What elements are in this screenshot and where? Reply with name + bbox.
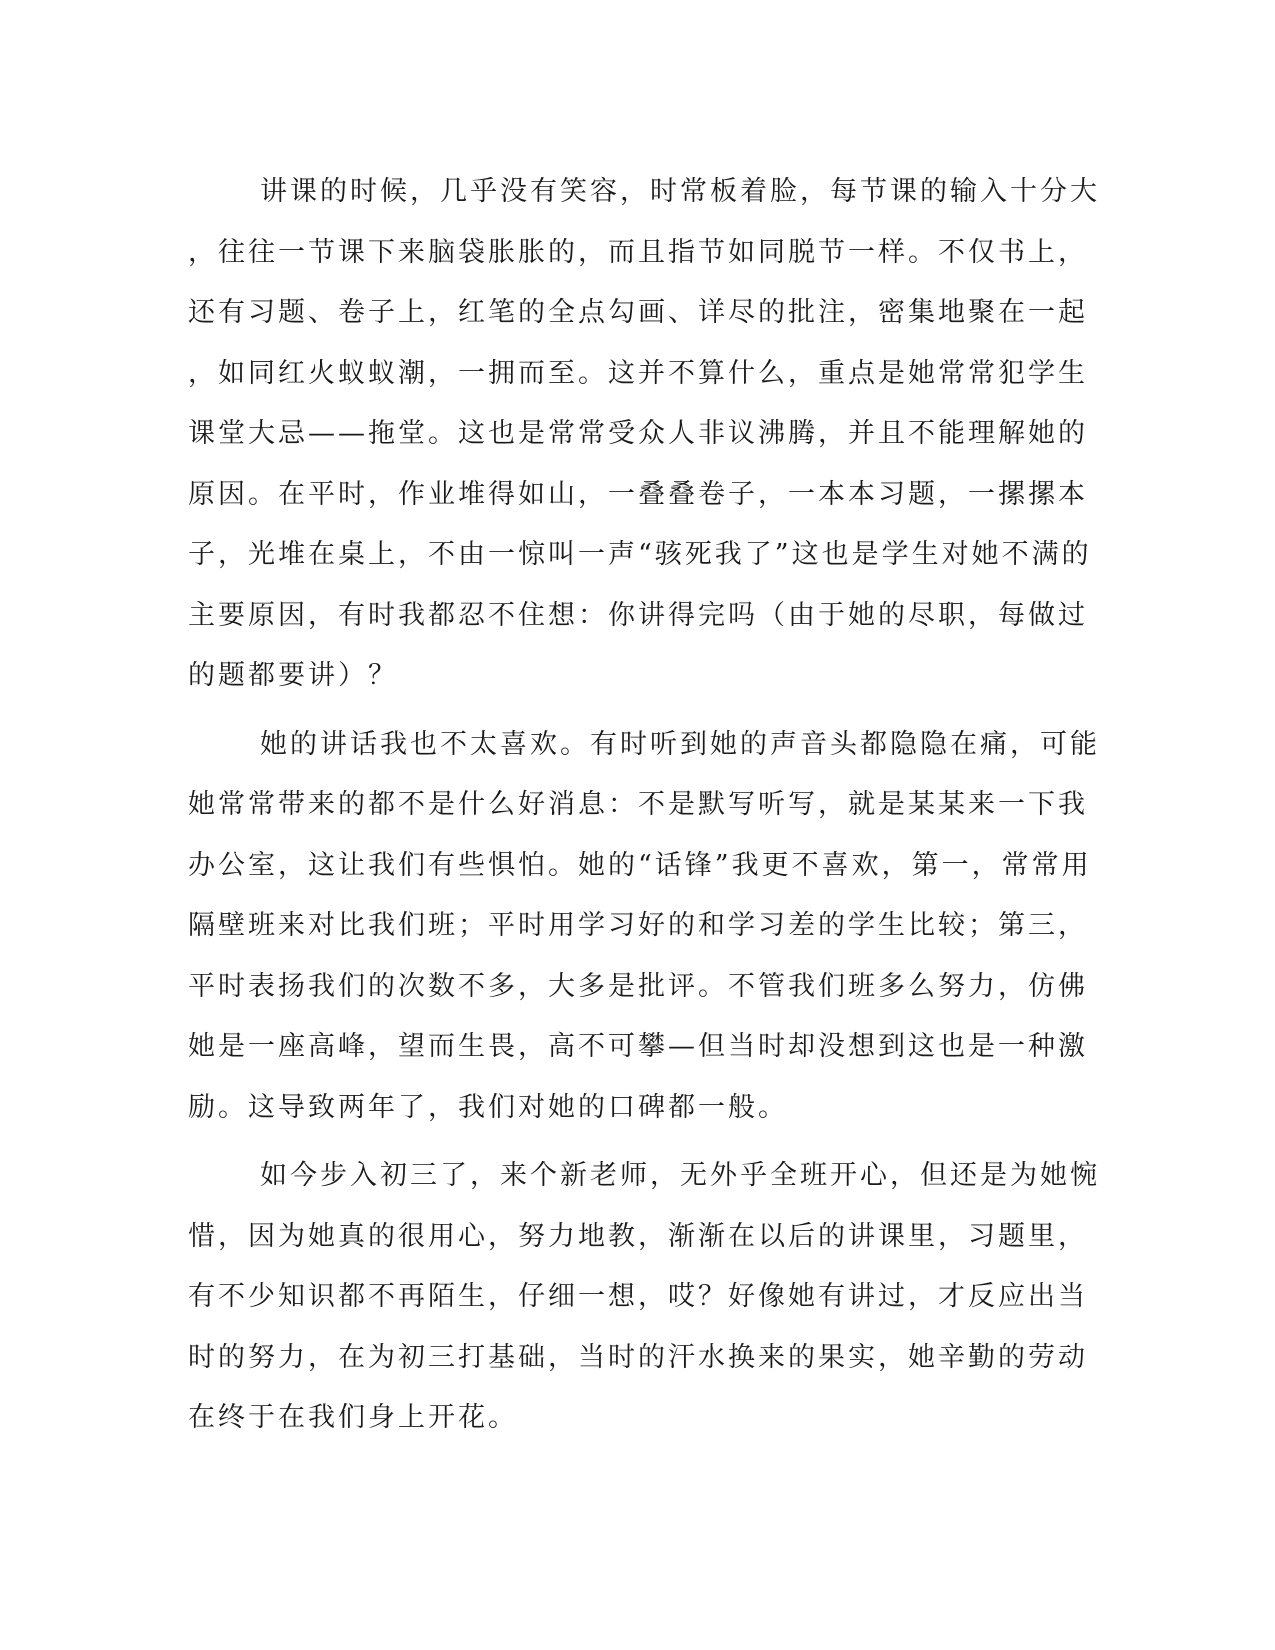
text-line: 主要原因，有时我都忍不住想：你讲得完吗（由于她的尽职，每做过 <box>188 599 1088 631</box>
text-line: 平时表扬我们的次数不多，大多是批评。不管我们班多么努力，仿佛 <box>188 970 1088 1002</box>
text-line: 课堂大忌——拖堂。这也是常常受众人非议沸腾，并且不能理解她的 <box>188 418 1088 449</box>
paragraph-spacer <box>188 1138 1068 1146</box>
text-line: 还有习题、卷子上，红笔的全点勾画、详尽的批注，密集地聚在一起 <box>188 297 1088 328</box>
paragraph-spacer <box>188 707 1068 715</box>
text-line: 惜，因为她真的很用心，努力地教，渐渐在以后的讲课里，习题里， <box>188 1220 1088 1252</box>
paragraph-1 <box>188 162 1100 707</box>
paragraph-2 <box>188 715 1100 1139</box>
text-line: 励。这导致两年了，我们对她的口碑都一般。 <box>188 1091 788 1123</box>
text-line: 她的讲话我也不太喜欢。有时听到她的声音头都隐隐在痛，可能 <box>260 728 1100 760</box>
text-line: 的题都要讲）？ <box>188 660 398 691</box>
text-line: 子，光堆在桌上，不由一惊叫一声“骇死我了”这也是学生对她不满的 <box>188 539 1092 570</box>
text-line: 时的努力，在为初三打基础，当时的汗水换来的果实，她辛勤的劳动 <box>188 1341 1088 1373</box>
text-line: 如今步入初三了，来个新老师，无外乎全班开心，但还是为她惋 <box>260 1160 1100 1191</box>
text-line: 在终于在我们身上开花。 <box>188 1402 518 1433</box>
text-line: ，往往一节课下来脑袋胀胀的，而且指节如同脱节一样。不仅书上， <box>188 236 1088 268</box>
text-line: 办公室，这让我们有些惧怕。她的“话锋”我更不喜欢，第一，常常用 <box>188 849 1092 881</box>
text-line: ，如同红火蚁蚁潮，一拥而至。这并不算什么，重点是她常常犯学生 <box>188 357 1088 389</box>
text-line: 有不少知识都不再陌生，仔细一想，哎？好像她有讲过，才反应出当 <box>188 1281 1088 1312</box>
text-line: 讲课的时候，几乎没有笑容，时常板着脸，每节课的输入十分大 <box>260 176 1100 207</box>
text-line: 她常常带来的都不是什么好消息：不是默写听写，就是某某来一下我 <box>188 789 1088 820</box>
body-text <box>188 162 1100 1449</box>
text-line: 她是一座高峰，望而生畏，高不可攀—但当时却没想到这也是一种激 <box>188 1031 1088 1062</box>
text-line: 隔壁班来对比我们班；平时用学习好的和学习差的学生比较；第三， <box>188 910 1088 941</box>
text-line: 原因。在平时，作业堆得如山，一叠叠卷子，一本本习题，一摞摞本 <box>188 478 1088 510</box>
paragraph-3 <box>188 1146 1100 1449</box>
